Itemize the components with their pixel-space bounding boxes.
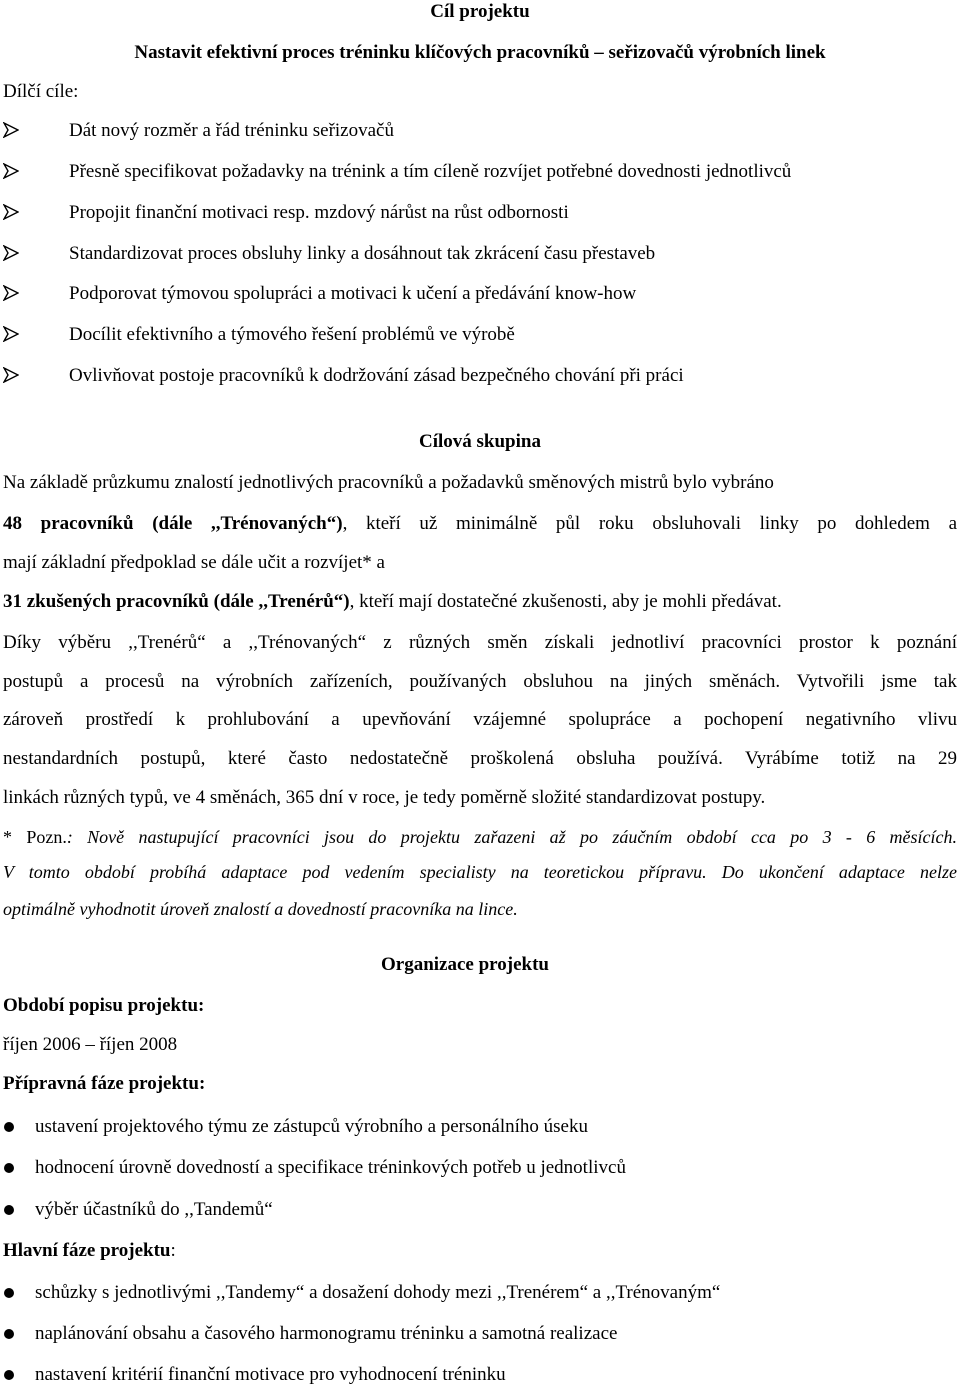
prep-phase-label: Přípravná fáze projektu:: [3, 1073, 206, 1094]
bullet-icon: [4, 1205, 14, 1215]
arrow-bullet-icon: [3, 160, 23, 184]
target-line-2: [3, 512, 957, 536]
para-line: Díky výběru ,,Trenérů“ a ,,Trénovaných“ z různých směn získali jednotliví pracovníci prostor k poznání: [3, 632, 957, 653]
prep-item: ustavení projektového týmu ze zástupců výrobního a personálního úseku: [35, 1116, 588, 1137]
arrow-bullet-icon: [3, 364, 23, 388]
main-item: nastavení kritérií finanční motivace pro vyhodnocení tréninku: [35, 1364, 506, 1385]
main-goal: Nastavit efektivní proces tréninku klíčových pracovníků – seřizovačů výrobních linek: [134, 42, 826, 63]
subgoal-item: Přesně specifikovat požadavky na trénink a tím cíleně rozvíjet potřebné dovednosti jednotlivců: [69, 161, 792, 182]
arrow-bullet-icon: [3, 119, 23, 143]
subgoal-item: Propojit finanční motivaci resp. mzdový nárůst na růst odbornosti: [69, 202, 569, 223]
para-line: zároveň prostředí k prohlubování a upevňování vzájemné spolupráce a pochopení negativního vlivu: [3, 709, 957, 730]
arrow-bullet-icon: [3, 201, 23, 225]
target-line-4-rest: , kteří mají dostatečné zkušenosti, aby je mohli předávat.: [349, 591, 782, 612]
main-phase-label-colon: :: [170, 1240, 176, 1261]
note-text: : Nově nastupující pracovníci jsou do projektu zařazeni až po záučním období cca po 3 - 6 měsících.: [66, 827, 957, 847]
subgoal-item: Standardizovat proces obsluhy linky a dosáhnout tak zkrácení času přestaveb: [69, 243, 656, 264]
prep-item: hodnocení úrovně dovedností a specifikace tréninkových potřeb u jednotlivců: [35, 1157, 626, 1178]
period-value: říjen 2006 – říjen 2008: [3, 1034, 178, 1055]
arrow-bullet-icon: [3, 323, 23, 347]
subgoal-item: Ovlivňovat postoje pracovníků k dodržování zásad bezpečného chování při práci: [69, 365, 684, 386]
bullet-icon: [4, 1288, 14, 1298]
subgoal-item: Podporovat týmovou spolupráci a motivaci k učení a předávání know-how: [69, 283, 637, 304]
subgoal-item: Dát nový rozměr a řád tréninku seřizovačů: [69, 120, 394, 141]
main-phase-label: [3, 1239, 957, 1263]
target-group-heading: Cílová skupina: [419, 431, 541, 452]
note-line: V tomto období probíhá adaptace pod vedením specialisty na teoretickou přípravu. Do ukončení adaptace nelze: [3, 862, 957, 882]
prep-item: výběr účastníků do ,,Tandemů“: [35, 1199, 273, 1220]
para-line: postupů a procesů na výrobních zařízeních, používaných obsluhou na jiných směnách. Vytvořili jsme tak: [3, 671, 957, 692]
bullet-icon: [4, 1163, 14, 1173]
organization-heading: Organizace projektu: [381, 954, 549, 975]
main-phase-label-text: Hlavní fáze projektu: [3, 1240, 171, 1261]
note-line: [3, 825, 957, 849]
para-line: nestandardních postupů, které často nedostatečně proškolená obsluha používá. Vyrábíme totiž na 29: [3, 748, 957, 769]
goal-heading: Cíl projektu: [430, 1, 530, 22]
bullet-icon: [4, 1122, 14, 1132]
target-line-1: Na základě průzkumu znalostí jednotlivých pracovníků a požadavků směnových mistrů bylo vybráno: [3, 472, 774, 493]
main-item: naplánování obsahu a časového harmonogramu tréninku a samotná realizace: [35, 1323, 618, 1344]
bullet-icon: [4, 1329, 14, 1339]
period-label: Období popisu projektu:: [3, 995, 205, 1016]
subgoal-item: Docílit efektivního a týmového řešení problémů ve výrobě: [69, 324, 515, 345]
target-line-4: [3, 590, 957, 614]
para-line: linkách různých typů, ve 4 směnách, 365 dní v roce, je tedy poměrně složité standardizovat postupy.: [3, 787, 766, 808]
note-line: optimálně vyhodnotit úroveň znalostí a dovedností pracovníka na lince.: [3, 899, 518, 919]
bullet-icon: [4, 1370, 14, 1380]
arrow-bullet-icon: [3, 242, 23, 266]
arrow-bullet-icon: [3, 282, 23, 306]
target-line-3: mají základní předpoklad se dále učit a rozvíjet* a: [3, 552, 385, 573]
note-prefix: * Pozn.: [3, 827, 67, 847]
trainers-count: 31 zkušených pracovníků (dále ,,Trenérů“): [3, 591, 350, 612]
subgoals-label: Dílčí cíle:: [3, 81, 79, 102]
trainees-count: 48 pracovníků (dále ,,Trénovaných“): [3, 513, 343, 534]
target-line-2-rest: , kteří už minimálně půl roku obsluhovali linky po dohledem a: [342, 513, 957, 534]
main-item: schůzky s jednotlivými ,,Tandemy“ a dosažení dohody mezi ,,Trenérem“ a ,,Trénovaným“: [35, 1282, 721, 1303]
